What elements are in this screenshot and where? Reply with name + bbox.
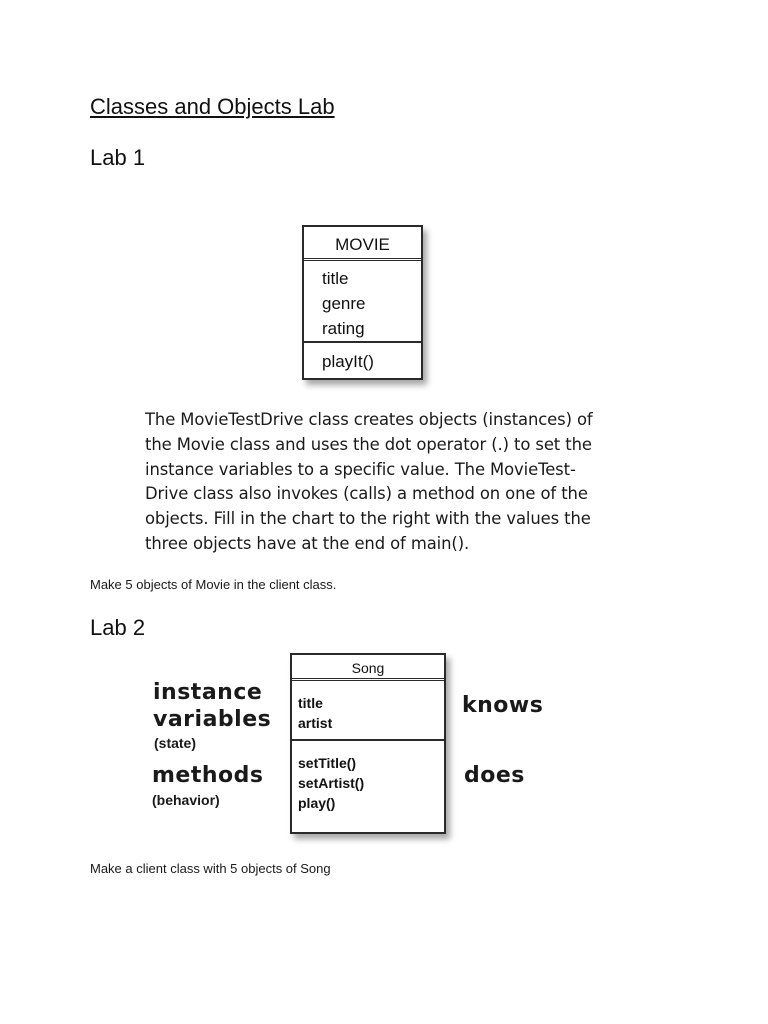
state-label: (state) <box>154 735 197 751</box>
behavior-label: (behavior) <box>152 792 220 808</box>
lab1-instruction: Make 5 objects of Movie in the client class. <box>90 577 337 592</box>
song-fields <box>292 681 444 741</box>
movie-fields <box>304 261 421 343</box>
description-line: the Movie class and uses the dot operator (.) to set the <box>145 434 592 454</box>
instance-label: instance <box>153 680 263 705</box>
song-class-name: Song <box>292 655 444 681</box>
methods-label: methods <box>152 763 264 788</box>
movie-field: title <box>322 269 349 288</box>
song-method: setArtist() <box>298 775 365 791</box>
movie-class-name: MOVIE <box>304 227 421 261</box>
movie-field: rating <box>322 319 365 338</box>
song-field: artist <box>298 715 333 731</box>
lab1-description <box>145 408 625 557</box>
lab1-heading: Lab 1 <box>90 145 146 170</box>
description-line: Drive class also invokes (calls) a method on one of the <box>145 484 588 504</box>
song-methods <box>292 741 444 813</box>
description-line: three objects have at the end of main(). <box>145 533 470 553</box>
movie-method: playIt() <box>322 352 374 371</box>
song-field: title <box>298 695 323 711</box>
song-method: play() <box>298 795 336 811</box>
song-method: setTitle() <box>298 755 357 771</box>
song-class-diagram <box>290 653 446 834</box>
description-line: instance variables to a specific value. The MovieTest- <box>145 459 576 479</box>
movie-methods <box>304 343 421 377</box>
does-label: does <box>464 763 525 788</box>
lab2-instruction: Make a client class with 5 objects of Song <box>90 861 331 876</box>
document-title: Classes and Objects Lab <box>90 94 335 119</box>
lab2-heading: Lab 2 <box>90 615 146 640</box>
knows-label: knows <box>462 693 544 718</box>
description-line: objects. Fill in the chart to the right with the values the <box>145 509 591 529</box>
variables-label: variables <box>153 707 272 732</box>
movie-field: genre <box>322 294 366 313</box>
description-line: The MovieTestDrive class creates objects (instances) of <box>145 410 593 429</box>
movie-class-diagram <box>302 225 423 380</box>
